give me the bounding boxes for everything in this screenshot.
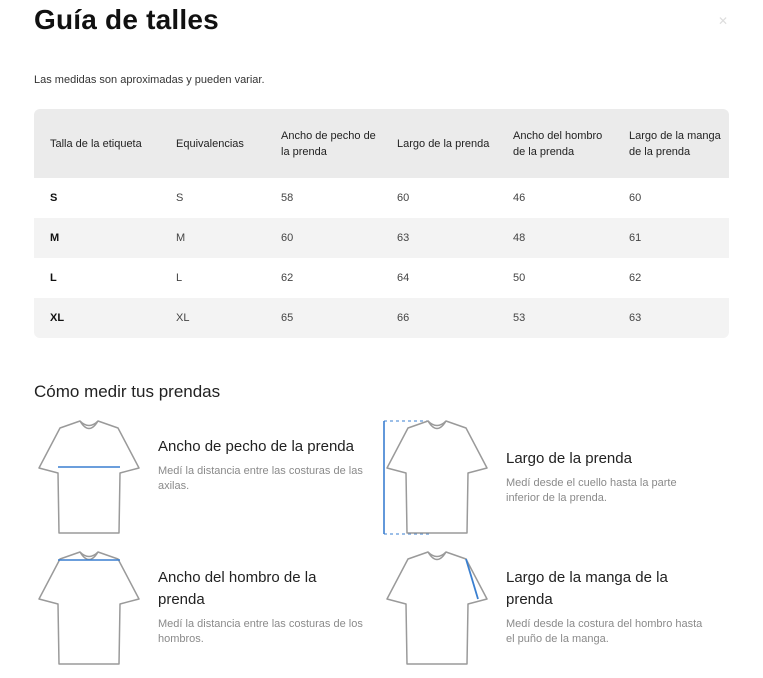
measure-chest-width	[34, 418, 384, 538]
page-title: Guía de talles	[34, 4, 219, 35]
header-shoulder-width: Ancho del hombro de la prenda	[497, 109, 613, 178]
table-cell: 63	[381, 218, 497, 258]
table-cell: 64	[397, 272, 410, 284]
measure-sleeve-length	[382, 549, 732, 669]
table-cell: S	[176, 192, 184, 204]
measure-shoulder-width	[34, 549, 384, 669]
table-cell: M	[160, 218, 265, 258]
table-cell: 62	[629, 272, 642, 284]
measure-title: Ancho de pecho de la prenda	[158, 438, 354, 455]
header-equivalences: Equivalencias	[160, 109, 265, 178]
tshirt-chest-icon	[34, 418, 144, 538]
measure-title: Ancho del hombro de la prenda	[158, 569, 317, 608]
table-cell: XL	[160, 298, 265, 338]
table-row	[34, 298, 729, 338]
tshirt-sleeve-icon	[382, 549, 492, 669]
size-cell: XL	[34, 298, 160, 338]
header-size-label: Talla de la etiqueta	[34, 109, 160, 178]
table-cell: 63	[613, 298, 729, 338]
size-cell: M	[34, 218, 160, 258]
table-row	[34, 218, 729, 258]
size-cell: L	[50, 272, 57, 284]
header-sleeve-length: Largo de la manga de la prenda	[613, 109, 729, 178]
measure-title: Largo de la manga de la prenda	[506, 569, 668, 608]
table-cell: 62	[281, 272, 294, 284]
page-subtitle: Las medidas son aproximadas y pueden variar.	[34, 74, 265, 86]
table-cell: 65	[265, 298, 381, 338]
header-chest-width: Ancho de pecho de la prenda	[265, 109, 381, 178]
table-cell: 58	[281, 192, 294, 204]
table-cell: 60	[265, 218, 381, 258]
measure-garment-length	[382, 418, 732, 538]
measure-description: Medí desde el cuello hasta la parte inferior de la prenda.	[506, 477, 677, 504]
table-cell: L	[176, 272, 183, 284]
table-row	[34, 178, 729, 218]
measure-description: Medí desde la costura del hombro hasta el puño de la manga.	[506, 618, 703, 645]
table-cell: 61	[613, 218, 729, 258]
measure-description: Medí la distancia entre las costuras de las axilas.	[158, 465, 363, 492]
table-cell: 53	[497, 298, 613, 338]
measure-description: Medí la distancia entre las costuras de los hombros.	[158, 618, 363, 645]
size-cell: S	[50, 192, 58, 204]
table-cell: 60	[397, 192, 410, 204]
header-garment-length: Largo de la prenda	[381, 109, 497, 178]
tshirt-length-icon	[382, 418, 492, 538]
section-title-how-to-measure: Cómo medir tus prendas	[34, 382, 221, 401]
table-header-row	[34, 109, 729, 178]
table-row	[34, 258, 729, 298]
table-cell: 66	[381, 298, 497, 338]
size-table	[34, 109, 729, 338]
close-icon[interactable]: ✕	[717, 14, 729, 28]
table-cell: 48	[497, 218, 613, 258]
table-cell: 46	[513, 192, 526, 204]
measure-title: Largo de la prenda	[506, 450, 632, 467]
table-cell: 60	[629, 192, 642, 204]
table-cell: 50	[513, 272, 526, 284]
tshirt-shoulder-icon	[34, 549, 144, 669]
